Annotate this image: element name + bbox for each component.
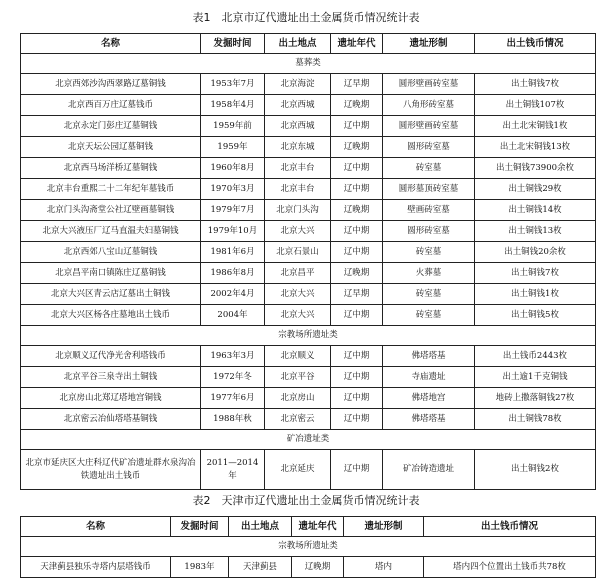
table-cell: 辽晚期	[331, 137, 383, 158]
table-cell: 北京西郊沙沟西翠路辽墓铜钱	[21, 74, 201, 95]
table-row	[21, 346, 596, 367]
table-cell: 出土铜钱20余枚	[475, 242, 596, 263]
table-row	[21, 305, 596, 326]
table-cell: 北京房山北郑辽塔地宫铜钱	[21, 388, 201, 409]
section-title: 宗教场所遗址类	[21, 537, 596, 557]
table-cell: 2011—2014年	[201, 450, 265, 490]
table-cell: 北京顺义辽代净光舍利塔钱币	[21, 346, 201, 367]
table-cell: 北京昌平南口镇陈庄辽墓铜钱	[21, 263, 201, 284]
table-body	[21, 54, 596, 490]
table-cell: 出土铜钱14枚	[475, 200, 596, 221]
table-cell: 1988年秋	[201, 409, 265, 430]
table-cell: 北京永定门彭庄辽墓铜钱	[21, 116, 201, 137]
table-cell: 辽晚期	[292, 557, 344, 578]
table-row	[21, 179, 596, 200]
table-cell: 1960年8月	[201, 158, 265, 179]
table-cell: 塔内四个位置出土钱币共78枚	[424, 557, 596, 578]
table-row	[21, 116, 596, 137]
table-cell: 北京丰台重熙二十二年纪年墓钱币	[21, 179, 201, 200]
table-cell: 1959年前	[201, 116, 265, 137]
table-row	[21, 137, 596, 158]
table-cell: 1963年3月	[201, 346, 265, 367]
table-cell: 北京延庆	[265, 450, 331, 490]
table-row	[21, 388, 596, 409]
table-cell: 地砖上撒落铜钱27枚	[475, 388, 596, 409]
table-cell: 北京丰台	[265, 179, 331, 200]
table-cell: 出土铜钱73900余枚	[475, 158, 596, 179]
table-cell: 辽早期	[331, 284, 383, 305]
table-cell: 北京门头沟	[265, 200, 331, 221]
table-row	[21, 74, 596, 95]
table-cell: 辽中期	[331, 450, 383, 490]
table-row	[21, 284, 596, 305]
table-cell: 北京大兴液压厂辽马直温夫妇墓铜钱	[21, 221, 201, 242]
table-cell: 北京大兴区青云店辽墓出土铜钱	[21, 284, 201, 305]
table-cell: 圆形砖室墓	[383, 137, 475, 158]
section-row	[21, 326, 596, 346]
section-title: 矿冶遗址类	[21, 430, 596, 450]
table-cell: 北京西城	[265, 95, 331, 116]
table-body	[21, 537, 596, 578]
table-cell: 北京石景山	[265, 242, 331, 263]
table-cell: 出土北宋铜钱1枚	[475, 116, 596, 137]
table-header-row	[21, 517, 596, 537]
table-cell: 砖室墓	[383, 158, 475, 179]
table-cell: 北京大兴	[265, 305, 331, 326]
table-cell: 辽早期	[331, 74, 383, 95]
table-cell: 1959年	[201, 137, 265, 158]
table-cell: 北京房山	[265, 388, 331, 409]
table-cell: 出土铜钱107枚	[475, 95, 596, 116]
column-header: 名称	[21, 34, 201, 54]
table-row	[21, 263, 596, 284]
section-row	[21, 54, 596, 74]
table-row	[21, 158, 596, 179]
table-cell: 北京西百万庄辽墓钱币	[21, 95, 201, 116]
table-cell: 出土铜钱13枚	[475, 221, 596, 242]
table-cell: 1970年3月	[201, 179, 265, 200]
column-header: 遗址形制	[383, 34, 475, 54]
section-row	[21, 430, 596, 450]
table-cell: 砖室墓	[383, 305, 475, 326]
table-cell: 1979年10月	[201, 221, 265, 242]
table-row	[21, 95, 596, 116]
table-cell: 2004年	[201, 305, 265, 326]
table-cell: 北京大兴	[265, 221, 331, 242]
table-cell: 出土北宋铜钱13枚	[475, 137, 596, 158]
column-header: 名称	[21, 517, 171, 537]
table-cell: 北京门头沟斋堂公社辽壁画墓铜钱	[21, 200, 201, 221]
column-header: 发掘时间	[171, 517, 229, 537]
table-cell: 辽中期	[331, 242, 383, 263]
table-cell: 1977年6月	[201, 388, 265, 409]
table-cell: 八角形砖室墓	[383, 95, 475, 116]
column-header: 遗址形制	[344, 517, 424, 537]
table-cell: 1979年7月	[201, 200, 265, 221]
table-cell: 北京西城	[265, 116, 331, 137]
table-cell: 矿冶铸造遗址	[383, 450, 475, 490]
table-cell: 北京天坛公园辽墓铜钱	[21, 137, 201, 158]
table-cell: 北京海淀	[265, 74, 331, 95]
table-cell: 塔内	[344, 557, 424, 578]
table-row	[21, 557, 596, 578]
table-cell: 出土铜钱5枚	[475, 305, 596, 326]
table-cell: 辽中期	[331, 409, 383, 430]
table-cell: 辽晚期	[331, 95, 383, 116]
table-cell: 1958年4月	[201, 95, 265, 116]
table-cell: 砖室墓	[383, 284, 475, 305]
table-cell: 北京顺义	[265, 346, 331, 367]
table-cell: 圆形壁画砖室墓	[383, 116, 475, 137]
table-cell: 辽中期	[331, 367, 383, 388]
table-cell: 辽中期	[331, 221, 383, 242]
column-header: 出土钱币情况	[475, 34, 596, 54]
table-cell: 北京东城	[265, 137, 331, 158]
table-cell: 1972年冬	[201, 367, 265, 388]
table-row	[21, 450, 596, 490]
table-cell: 圆形砖室墓	[383, 221, 475, 242]
column-header: 发掘时间	[201, 34, 265, 54]
table-cell: 北京西马场洋桥辽墓铜钱	[21, 158, 201, 179]
column-header: 出土钱币情况	[424, 517, 596, 537]
table-cell: 1981年6月	[201, 242, 265, 263]
table-cell: 出土铜钱7枚	[475, 263, 596, 284]
table-cell: 辽中期	[331, 305, 383, 326]
section-row	[21, 537, 596, 557]
table-cell: 出土铜钱29枚	[475, 179, 596, 200]
table-cell: 北京密云冶仙塔塔基铜钱	[21, 409, 201, 430]
table-header-row	[21, 34, 596, 54]
section-title: 宗教场所遗址类	[21, 326, 596, 346]
table-cell: 出土铜钱7枚	[475, 74, 596, 95]
table-row	[21, 242, 596, 263]
table-cell: 辽中期	[331, 158, 383, 179]
table-cell: 1986年8月	[201, 263, 265, 284]
table-cell: 辽中期	[331, 346, 383, 367]
table1-caption: 表1 北京市辽代遗址出土金属货币情况统计表	[192, 11, 420, 24]
table-cell: 砖室墓	[383, 242, 475, 263]
table-cell: 辽中期	[331, 179, 383, 200]
table-row	[21, 409, 596, 430]
table-cell: 北京昌平	[265, 263, 331, 284]
table-cell: 北京大兴区杨各庄墓地出土钱币	[21, 305, 201, 326]
table-cell: 辽晚期	[331, 200, 383, 221]
table-row	[21, 221, 596, 242]
table-cell: 圆形壁画砖室墓	[383, 74, 475, 95]
table-cell: 天津蓟县	[229, 557, 292, 578]
table-cell: 北京西郊八宝山辽墓铜钱	[21, 242, 201, 263]
table-cell: 出土钱币2443枚	[475, 346, 596, 367]
table-cell: 辽中期	[331, 116, 383, 137]
table-cell: 佛塔地宫	[383, 388, 475, 409]
table-cell: 圆形墓顶砖室墓	[383, 179, 475, 200]
table-cell: 北京平谷三泉寺出土铜钱	[21, 367, 201, 388]
table-cell: 2002年4月	[201, 284, 265, 305]
table-cell: 辽晚期	[331, 263, 383, 284]
table-cell: 北京密云	[265, 409, 331, 430]
table-cell: 火葬墓	[383, 263, 475, 284]
table-cell: 壁画砖室墓	[383, 200, 475, 221]
table-cell: 天津蓟县独乐寺塔内层塔钱币	[21, 557, 171, 578]
table-cell: 佛塔塔基	[383, 346, 475, 367]
table-cell: 辽中期	[331, 388, 383, 409]
table2-caption: 表2 天津市辽代遗址出土金属货币情况统计表	[192, 494, 420, 507]
section-title: 墓葬类	[21, 54, 596, 74]
table-cell: 北京大兴	[265, 284, 331, 305]
table-cell: 佛塔塔基	[383, 409, 475, 430]
table-cell: 出土铜钱78枚	[475, 409, 596, 430]
column-header: 出土地点	[265, 34, 331, 54]
tianjin-coins-table	[20, 516, 596, 578]
table-cell: 出土铜钱2枚	[475, 450, 596, 490]
column-header: 遗址年代	[292, 517, 344, 537]
column-header: 出土地点	[229, 517, 292, 537]
table-cell: 北京市延庆区大庄科辽代矿冶遗址群水泉沟冶铁遗址出土钱币	[21, 450, 201, 490]
table-cell: 北京丰台	[265, 158, 331, 179]
table-cell: 1983年	[171, 557, 229, 578]
table-cell: 北京平谷	[265, 367, 331, 388]
table-row	[21, 200, 596, 221]
table-row	[21, 367, 596, 388]
table-cell: 出土铜钱1枚	[475, 284, 596, 305]
beijing-coins-table	[20, 33, 596, 490]
table-cell: 出土逾1千克铜钱	[475, 367, 596, 388]
table-cell: 寺庙遗址	[383, 367, 475, 388]
column-header: 遗址年代	[331, 34, 383, 54]
table-cell: 1953年7月	[201, 74, 265, 95]
